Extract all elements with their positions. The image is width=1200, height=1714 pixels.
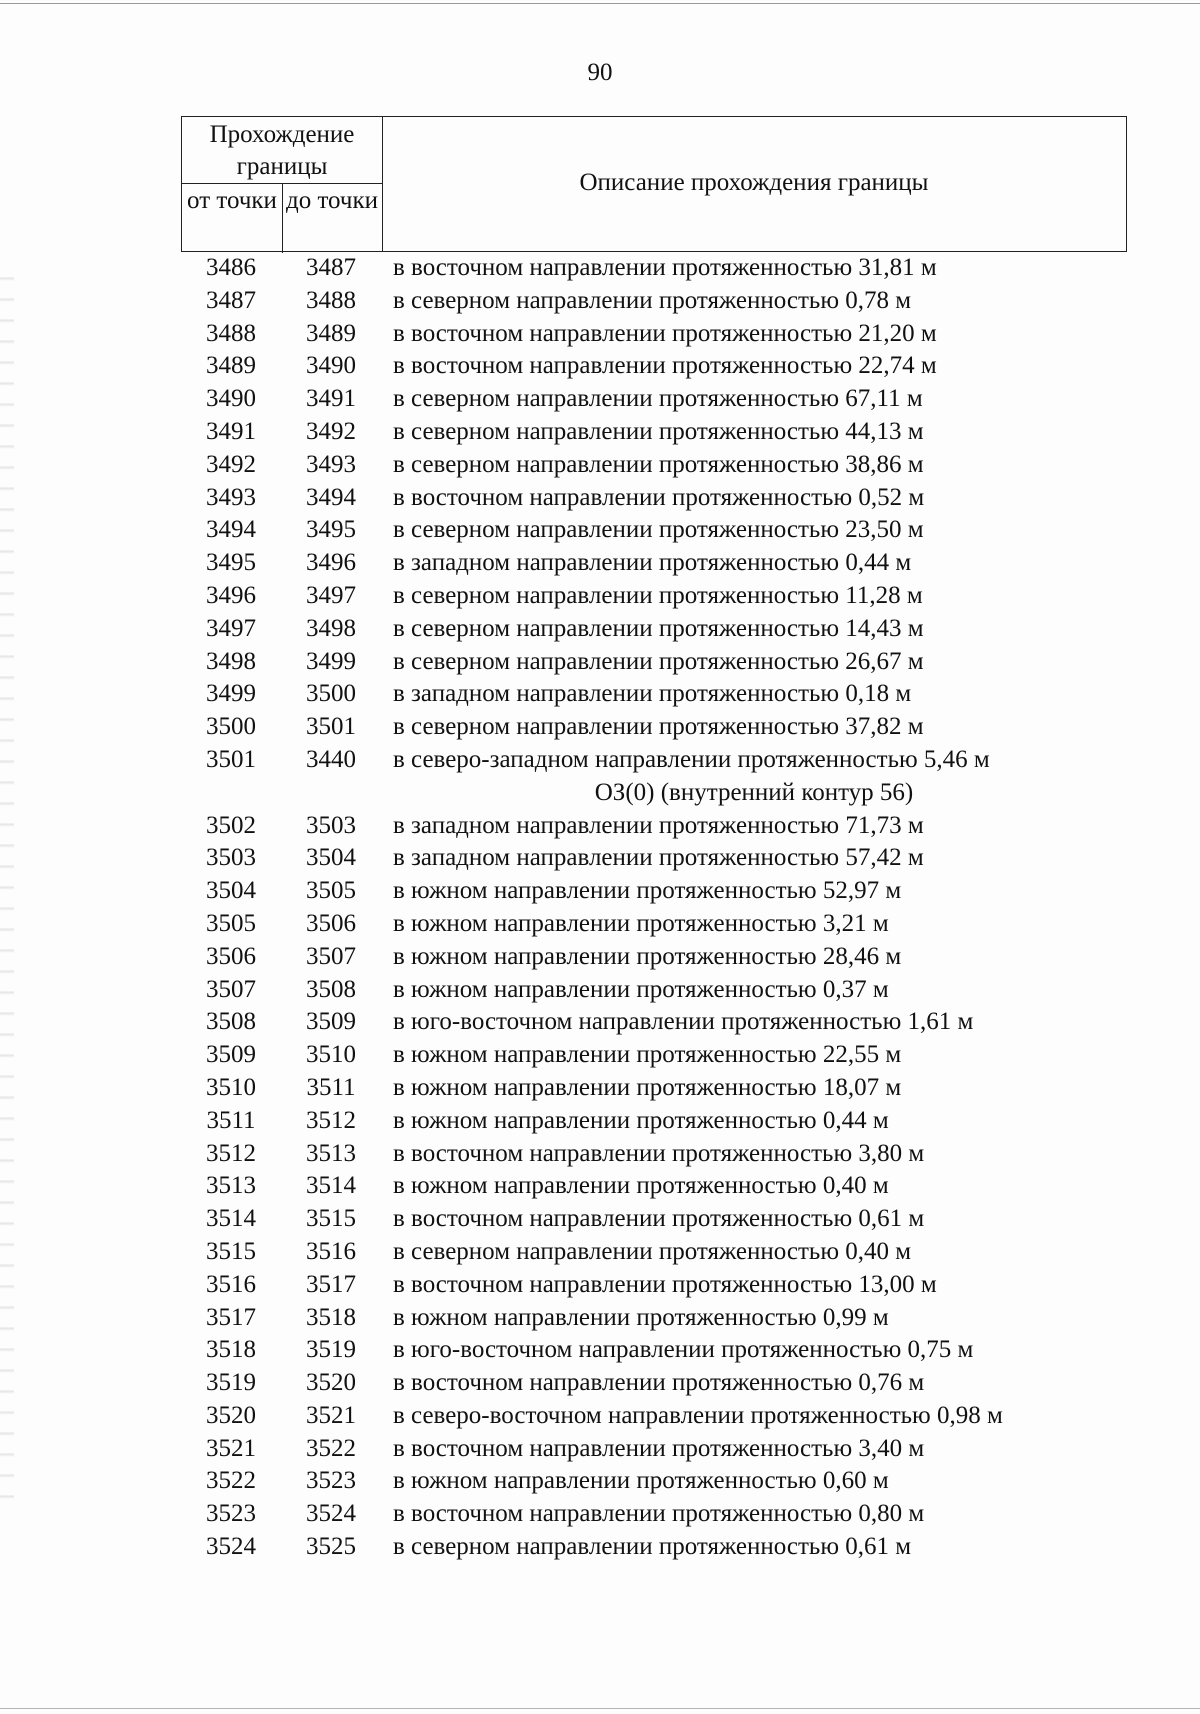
cell-from-point: 3492 — [206, 450, 256, 478]
table-row — [181, 744, 1127, 777]
cell-from-point: 3518 — [206, 1336, 256, 1364]
cell-to-point: 3506 — [306, 909, 356, 937]
cell-to-point: 3491 — [306, 385, 356, 413]
cell-description: в южном направлении протяженностью 0,44 м — [393, 1106, 889, 1134]
table-row — [181, 1072, 1127, 1105]
cell-to-point: 3501 — [306, 713, 356, 741]
cell-from-point: 3509 — [206, 1041, 256, 1069]
scan-top-edge — [0, 3, 1200, 4]
cell-description: в южном направлении протяженностью 22,55 м — [393, 1041, 902, 1069]
cell-to-point: 3520 — [306, 1369, 356, 1397]
cell-to-point: 3488 — [306, 286, 356, 314]
table-row — [181, 285, 1127, 318]
table-header — [181, 116, 1127, 252]
table-row — [181, 252, 1127, 285]
cell-description: в южном направлении протяженностью 52,97 м — [393, 877, 902, 905]
table-row — [181, 1269, 1127, 1302]
table-row — [181, 514, 1127, 547]
cell-to-point: 3515 — [306, 1205, 356, 1233]
cell-description: в южном направлении протяженностью 18,07 м — [393, 1073, 902, 1101]
cell-from-point: 3501 — [206, 745, 256, 773]
table-row — [181, 908, 1127, 941]
table-row — [181, 1006, 1127, 1039]
cell-description: в юго-восточном направлении протяженностью 1,61 м — [393, 1008, 974, 1036]
cell-description: в западном направлении протяженностью 57,42 м — [393, 844, 924, 872]
cell-from-point: 3500 — [206, 713, 256, 741]
table-row — [181, 1039, 1127, 1072]
cell-from-point: 3517 — [206, 1303, 256, 1331]
cell-to-point: 3487 — [306, 254, 356, 281]
table-row — [181, 974, 1127, 1007]
table-row — [181, 810, 1127, 843]
table-row — [181, 350, 1127, 383]
cell-description: в южном направлении протяженностью 0,37 м — [393, 975, 889, 1003]
cell-to-point: 3500 — [306, 680, 356, 708]
rows-group-1 — [181, 252, 1127, 777]
cell-from-point: 3511 — [206, 1106, 256, 1134]
cell-to-point: 3493 — [306, 450, 356, 478]
cell-from-point: 3504 — [206, 877, 256, 905]
cell-from-point: 3496 — [206, 581, 256, 609]
cell-from-point: 3505 — [206, 909, 256, 937]
table-row — [181, 547, 1127, 580]
cell-description: в южном направлении протяженностью 0,99 м — [393, 1303, 889, 1331]
table-row — [181, 711, 1127, 744]
cell-to-point: 3514 — [306, 1172, 356, 1200]
table-row — [181, 449, 1127, 482]
cell-description: в южном направлении протяженностью 0,40 м — [393, 1172, 889, 1200]
cell-from-point: 3503 — [206, 844, 256, 872]
cell-to-point: 3492 — [306, 417, 356, 445]
cell-from-point: 3506 — [206, 942, 256, 970]
cell-from-point: 3514 — [206, 1205, 256, 1233]
rows-group-2 — [181, 810, 1127, 1564]
cell-description: в восточном направлении протяженностью 31,81 м — [393, 254, 937, 281]
cell-description: в восточном направлении протяженностью 0,61 м — [393, 1205, 925, 1233]
header-description: Описание прохождения границы — [579, 169, 929, 196]
cell-to-point: 3521 — [306, 1401, 356, 1429]
table-row — [181, 383, 1127, 416]
table-row — [181, 1170, 1127, 1203]
table-row — [181, 842, 1127, 875]
cell-to-point: 3509 — [306, 1008, 356, 1036]
cell-from-point: 3521 — [206, 1434, 256, 1462]
cell-to-point: 3503 — [306, 811, 356, 839]
table-row — [181, 1236, 1127, 1269]
cell-from-point: 3507 — [206, 975, 256, 1003]
cell-from-point: 3498 — [206, 647, 256, 675]
cell-description: в южном направлении протяженностью 0,60 м — [393, 1467, 889, 1495]
cell-description: в южном направлении протяженностью 3,21 м — [393, 909, 889, 937]
boundary-table-body — [181, 252, 1127, 1564]
table-row — [181, 318, 1127, 351]
cell-to-point: 3517 — [306, 1270, 356, 1298]
table-row — [181, 941, 1127, 974]
cell-to-point: 3524 — [306, 1500, 356, 1528]
table-row — [181, 613, 1127, 646]
cell-from-point: 3513 — [206, 1172, 256, 1200]
table-row — [181, 1531, 1127, 1564]
cell-from-point: 3522 — [206, 1467, 256, 1495]
cell-to-point: 3498 — [306, 614, 356, 642]
cell-description: в западном направлении протяженностью 71,73 м — [393, 811, 924, 839]
cell-description: в восточном направлении протяженностью 0,80 м — [393, 1500, 925, 1528]
cell-description: в восточном направлении протяженностью 0,76 м — [393, 1369, 925, 1397]
cell-description: в восточном направлении протяженностью 22,74 м — [393, 352, 937, 380]
cell-description: в северном направлении протяженностью 44,13 м — [393, 417, 924, 445]
cell-description: в западном направлении протяженностью 0,18 м — [393, 680, 912, 708]
cell-from-point: 3502 — [206, 811, 256, 839]
cell-description: в восточном направлении протяженностью 3,80 м — [393, 1139, 925, 1167]
cell-to-point: 3499 — [306, 647, 356, 675]
cell-to-point: 3523 — [306, 1467, 356, 1495]
cell-to-point: 3518 — [306, 1303, 356, 1331]
cell-from-point: 3510 — [206, 1073, 256, 1101]
cell-to-point: 3505 — [306, 877, 356, 905]
header-from-point: от точки — [187, 187, 277, 214]
cell-from-point: 3486 — [206, 254, 256, 281]
table-row — [181, 1465, 1127, 1498]
cell-description: в северном направлении протяженностью 67,11 м — [393, 385, 923, 413]
cell-to-point: 3513 — [306, 1139, 356, 1167]
cell-description: в северном направлении протяженностью 23,50 м — [393, 516, 924, 544]
table-row — [181, 416, 1127, 449]
cell-to-point: 3511 — [306, 1073, 356, 1101]
table-row — [181, 1105, 1127, 1138]
table-row — [181, 580, 1127, 613]
header-passage-label: Прохождение границы — [209, 121, 355, 180]
cell-from-point: 3499 — [206, 680, 256, 708]
cell-to-point: 3489 — [306, 319, 356, 347]
cell-from-point: 3488 — [206, 319, 256, 347]
cell-from-point: 3493 — [206, 483, 256, 511]
cell-description: в северном направлении протяженностью 37,82 м — [393, 713, 924, 741]
table-row — [181, 1203, 1127, 1236]
cell-description: в юго-восточном направлении протяженностью 0,75 м — [393, 1336, 974, 1364]
cell-description: в восточном направлении протяженностью 3,40 м — [393, 1434, 925, 1462]
cell-from-point: 3519 — [206, 1369, 256, 1397]
table-row — [181, 678, 1127, 711]
cell-from-point: 3497 — [206, 614, 256, 642]
cell-description: в северном направлении протяженностью 38,86 м — [393, 450, 924, 478]
table-row — [181, 1400, 1127, 1433]
cell-to-point: 3519 — [306, 1336, 356, 1364]
cell-description: в восточном направлении протяженностью 13,00 м — [393, 1270, 937, 1298]
cell-description: в северном направлении протяженностью 0,61 м — [393, 1533, 912, 1561]
section-title: ОЗ(0) (внутренний контур 56) — [594, 778, 914, 806]
cell-description: в северо-восточном направлении протяженностью 0,98 м — [393, 1401, 1003, 1429]
cell-description: в западном направлении протяженностью 0,44 м — [393, 549, 912, 577]
cell-description: в восточном направлении протяженностью 21,20 м — [393, 319, 937, 347]
cell-to-point: 3507 — [306, 942, 356, 970]
cell-from-point: 3490 — [206, 385, 256, 413]
cell-to-point: 3525 — [306, 1533, 356, 1561]
cell-to-point: 3522 — [306, 1434, 356, 1462]
table-row — [181, 1302, 1127, 1335]
cell-from-point: 3524 — [206, 1533, 256, 1561]
cell-description: в северо-западном направлении протяженностью 5,46 м — [393, 745, 990, 773]
cell-from-point: 3520 — [206, 1401, 256, 1429]
cell-description: в южном направлении протяженностью 28,46 м — [393, 942, 902, 970]
cell-from-point: 3487 — [206, 286, 256, 314]
table-row — [181, 482, 1127, 515]
cell-description: в северном направлении протяженностью 26,67 м — [393, 647, 924, 675]
cell-to-point: 3516 — [306, 1237, 356, 1265]
table-row — [181, 1138, 1127, 1171]
table-row — [181, 875, 1127, 908]
table-row — [181, 1498, 1127, 1531]
cell-from-point: 3508 — [206, 1008, 256, 1036]
cell-to-point: 3512 — [306, 1106, 356, 1134]
page-number: 90 — [587, 59, 613, 86]
cell-to-point: 3508 — [306, 975, 356, 1003]
scan-binding-noise — [0, 260, 14, 1500]
cell-description: в северном направлении протяженностью 0,40 м — [393, 1237, 912, 1265]
cell-description: в северном направлении протяженностью 0,78 м — [393, 286, 912, 314]
cell-from-point: 3523 — [206, 1500, 256, 1528]
cell-to-point: 3490 — [306, 352, 356, 380]
cell-from-point: 3516 — [206, 1270, 256, 1298]
cell-to-point: 3494 — [306, 483, 356, 511]
cell-to-point: 3510 — [306, 1041, 356, 1069]
cell-to-point: 3440 — [306, 745, 356, 773]
cell-description: в восточном направлении протяженностью 0,52 м — [393, 483, 925, 511]
cell-from-point: 3494 — [206, 516, 256, 544]
cell-from-point: 3489 — [206, 352, 256, 380]
cell-from-point: 3491 — [206, 417, 256, 445]
cell-to-point: 3504 — [306, 844, 356, 872]
cell-from-point: 3515 — [206, 1237, 256, 1265]
cell-to-point: 3496 — [306, 549, 356, 577]
table-row — [181, 1334, 1127, 1367]
cell-from-point: 3512 — [206, 1139, 256, 1167]
table-row — [181, 1433, 1127, 1466]
section-row — [181, 777, 1127, 810]
cell-from-point: 3495 — [206, 549, 256, 577]
header-to-point: до точки — [285, 187, 379, 214]
table-row — [181, 646, 1127, 679]
cell-description: в северном направлении протяженностью 14,43 м — [393, 614, 924, 642]
cell-to-point: 3497 — [306, 581, 356, 609]
table-row — [181, 1367, 1127, 1400]
cell-description: в северном направлении протяженностью 11,28 м — [393, 581, 923, 609]
cell-to-point: 3495 — [306, 516, 356, 544]
scan-bottom-edge — [0, 1708, 1200, 1709]
